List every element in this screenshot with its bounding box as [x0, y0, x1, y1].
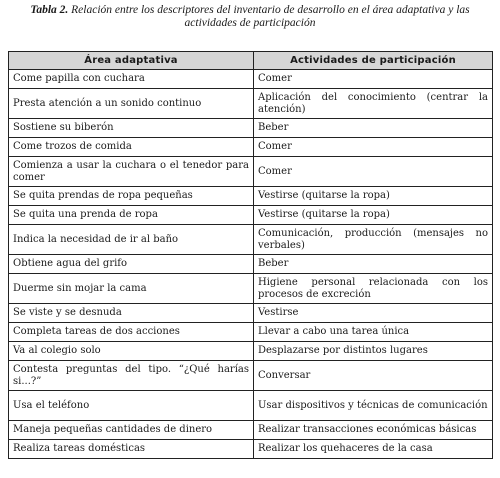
area-cell: Duerme sin mojar la cama: [9, 274, 254, 304]
area-cell: Completa tareas de dos acciones: [9, 323, 254, 342]
area-cell: Se quita una prenda de ropa: [9, 206, 254, 225]
area-cell: Contesta preguntas del tipo. “¿Qué harías si...?”: [9, 361, 254, 391]
header-area-adaptativa: Área adaptativa: [9, 52, 254, 70]
activity-cell: Desplazarse por distintos lugares: [254, 342, 493, 361]
table-row: [9, 157, 493, 187]
header-actividades-participacion: Actividades de participación: [254, 52, 493, 70]
area-cell: Come papilla con cuchara: [9, 70, 254, 89]
table-row: [9, 274, 493, 304]
table-row: [9, 255, 493, 274]
area-cell: Va al colegio solo: [9, 342, 254, 361]
table-row: [9, 89, 493, 119]
area-cell: Maneja pequeñas cantidades de dinero: [9, 421, 254, 440]
activity-cell: Beber: [254, 119, 493, 138]
activity-cell: Conversar: [254, 361, 493, 391]
caption-text: Relación entre los descriptores del inventario de desarrollo en el área adaptativa y las actividades de participación: [71, 4, 470, 29]
activity-cell: Realizar transacciones económicas básicas: [254, 421, 493, 440]
table-row: [9, 206, 493, 225]
area-cell: Obtiene agua del grifo: [9, 255, 254, 274]
area-cell: Come trozos de comida: [9, 138, 254, 157]
activity-cell: Comer: [254, 70, 493, 89]
area-cell: Se quita prendas de ropa pequeñas: [9, 187, 254, 206]
area-cell: Indica la necesidad de ir al baño: [9, 225, 254, 255]
area-cell: Se viste y se desnuda: [9, 304, 254, 323]
table-row: [9, 323, 493, 342]
table-row: [9, 391, 493, 421]
activity-cell: Comunicación, producción (mensajes no verbales): [254, 225, 493, 255]
area-cell: Sostiene su biberón: [9, 119, 254, 138]
area-cell: Presta atención a un sonido continuo: [9, 89, 254, 119]
activity-cell: Beber: [254, 255, 493, 274]
activity-cell: Comer: [254, 138, 493, 157]
table-row: [9, 119, 493, 138]
activity-cell: Realizar los quehaceres de la casa: [254, 440, 493, 459]
table-row: [9, 440, 493, 459]
caption-label: Tabla 2.: [30, 4, 69, 16]
table-row: [9, 70, 493, 89]
activity-cell: Comer: [254, 157, 493, 187]
activity-cell: Vestirse: [254, 304, 493, 323]
activity-cell: Vestirse (quitarse la ropa): [254, 187, 493, 206]
table-row: [9, 225, 493, 255]
table-caption: [8, 4, 492, 30]
adaptive-area-table: [8, 51, 493, 459]
table-row: [9, 304, 493, 323]
activity-cell: Usar dispositivos y técnicas de comunicación: [254, 391, 493, 421]
activity-cell: Aplicación del conocimiento (centrar la atención): [254, 89, 493, 119]
table-header-row: [9, 52, 493, 70]
activity-cell: Llevar a cabo una tarea única: [254, 323, 493, 342]
activity-cell: Higiene personal relacionada con los procesos de excreción: [254, 274, 493, 304]
table-row: [9, 187, 493, 206]
area-cell: Realiza tareas domésticas: [9, 440, 254, 459]
table-row: [9, 361, 493, 391]
table-row: [9, 138, 493, 157]
table-row: [9, 342, 493, 361]
area-cell: Comienza a usar la cuchara o el tenedor para comer: [9, 157, 254, 187]
activity-cell: Vestirse (quitarse la ropa): [254, 206, 493, 225]
table-row: [9, 421, 493, 440]
area-cell: Usa el teléfono: [9, 391, 254, 421]
